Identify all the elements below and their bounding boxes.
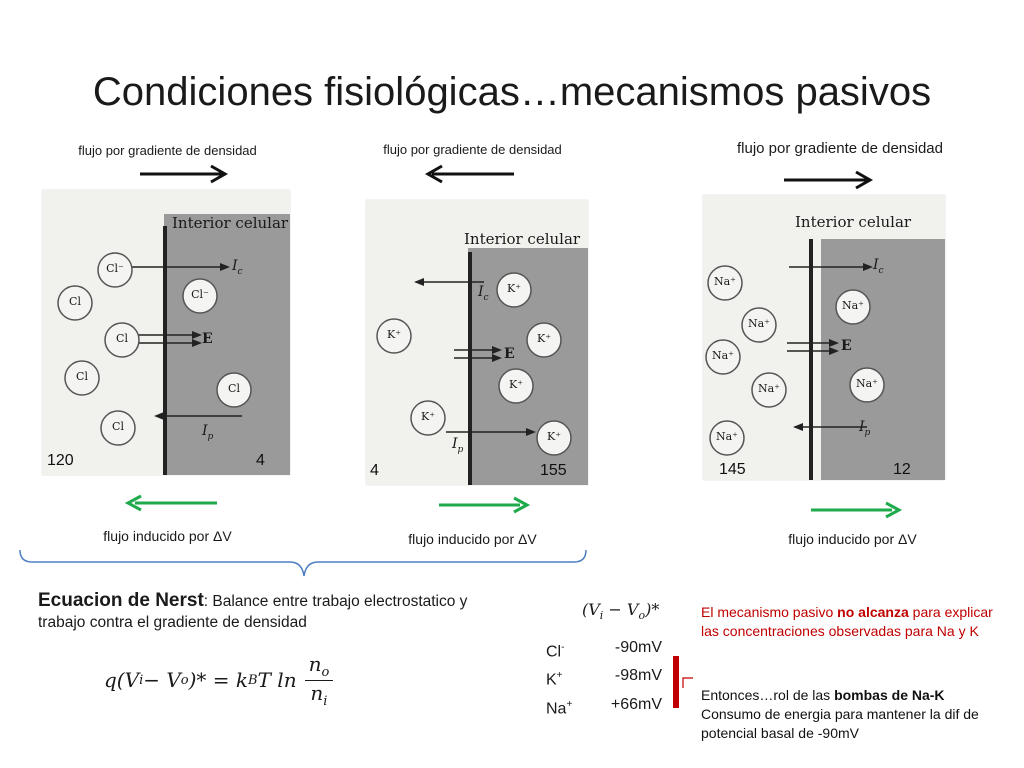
potential-table [546, 636, 662, 721]
panel1-ion-label: Cl [76, 370, 88, 383]
panel3-ip-label: $I_p$ [859, 419, 871, 438]
panel1-ic-label: $I_c$ [232, 258, 243, 277]
potential-row-cl: Cl- -90mV [546, 639, 662, 661]
panel2-ip-label: $I_p$ [452, 436, 464, 455]
nerst-description: Ecuacion de Nerst: Balance entre trabajo electrostatico y trabajo contra el gradiente de densidad [38, 590, 468, 631]
panel1-conc-outside: 120 [47, 452, 74, 469]
panel1-ion-label: Cl [116, 332, 128, 345]
highlight-bar [673, 656, 679, 708]
panel3-interior-label: Interior celular [795, 213, 912, 231]
panel1-e-label: E [202, 331, 213, 347]
panel2-ion-label: K⁺ [546, 430, 562, 443]
panel1-ion-label: Cl⁻ [106, 262, 124, 275]
panel2-flow-voltage-label: flujo inducido por ΔV [408, 531, 537, 547]
panel2-e-label: E [504, 346, 515, 362]
panel2-membrane-figure [366, 200, 588, 485]
panel3-ion-label: Na⁺ [842, 299, 864, 312]
panel2-gradient-arrow [420, 163, 520, 185]
panel3-ic-label: $I_c$ [873, 257, 884, 276]
panel2-conc-inside: 155 [540, 462, 567, 479]
panel3-ion-label: Na⁺ [758, 382, 780, 395]
panel3-conc-outside: 145 [719, 461, 746, 478]
panel1-flow-voltage-label: flujo inducido por ΔV [103, 528, 232, 544]
panel1-gradient-arrow [135, 163, 235, 185]
panel2-ion-label: K⁺ [506, 282, 522, 295]
panel2-flow-gradient-label: flujo por gradiente de densidad [383, 142, 562, 157]
panel3-conc-inside: 12 [893, 461, 911, 478]
note-red: El mecanismo pasivo no alcanza para explicar las concentraciones observadas para Na y K [701, 604, 993, 639]
panel1-ion-label: Cl⁻ [191, 288, 209, 301]
panel3-e-label: E [841, 338, 852, 354]
panel3-flow-gradient-label: flujo por gradiente de densidad [737, 140, 943, 157]
panel1-conc-inside: 4 [256, 452, 265, 469]
panel3-ion-label: Na⁺ [712, 349, 734, 362]
panel1-ion-label: Cl [112, 420, 124, 433]
nerst-title: Ecuacion de Nerst [38, 590, 204, 611]
panel2-ion-label: K⁺ [420, 410, 436, 423]
panel1-ip-label: $I_p$ [202, 423, 214, 442]
panel2-interior-label: Interior celular [464, 230, 581, 248]
note-black: Entonces…rol de las bombas de Na-K Consumo de energia para mantener la dif de potencial basal de -90mV [701, 687, 979, 741]
potential-row-na: Na+ +66mV [546, 695, 662, 717]
panel3-voltage-arrow [808, 499, 903, 521]
panel2-ion-label: K⁺ [536, 332, 552, 345]
slide-title: Condiciones fisiológicas…mecanismos pasivos [92, 70, 932, 114]
panel3-membrane-figure [703, 195, 945, 480]
panel3-ion-label: Na⁺ [716, 430, 738, 443]
panel1-cell-interior [164, 214, 290, 475]
panel3-ion-label: Na⁺ [856, 377, 878, 390]
panel1-flow-gradient-label: flujo por gradiente de densidad [78, 143, 257, 158]
grouping-brace [18, 548, 590, 580]
nerst-equation: q(V i − V o )* = k B T ln $n_o$ $n_i$ [104, 650, 333, 710]
potential-row-k: K+ -98mV [546, 667, 662, 689]
panel2-ion-label: K⁺ [386, 328, 402, 341]
panel2-voltage-arrow [436, 494, 531, 516]
panel1-membrane-figure [42, 190, 290, 475]
panel3-ion-label: Na⁺ [748, 317, 770, 330]
panel2-conc-outside: 4 [370, 462, 379, 479]
panel2-ic-label: $I_c$ [478, 284, 489, 303]
panel1-voltage-arrow [125, 492, 220, 514]
bar-connector [681, 674, 695, 690]
potential-header: $(V_i - V_o)*$ [582, 600, 660, 623]
panel1-interior-label: Interior celular [172, 214, 289, 232]
panel3-ion-label: Na⁺ [714, 275, 736, 288]
panel1-ion-label: Cl [228, 382, 240, 395]
panel3-flow-voltage-label: flujo inducido por ΔV [788, 531, 917, 547]
nerst-fraction: $n_o$ $n_i$ [305, 652, 334, 709]
panel1-ion-label: Cl [69, 295, 81, 308]
panel2-ion-label: K⁺ [508, 378, 524, 391]
panel3-gradient-arrow [780, 168, 880, 192]
